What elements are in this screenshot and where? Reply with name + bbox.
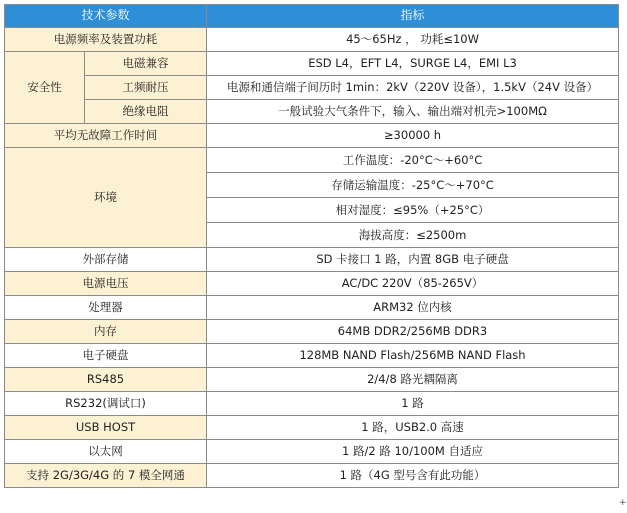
header-spec: 指标 [207,5,619,28]
env-label: 环境 [5,148,207,248]
row-value: 45～65Hz ， 功耗≤10W [207,28,619,52]
voltage-label: 电源电压 [5,272,207,296]
header-row [5,5,619,28]
withstand-value: 电源和通信端子间历时 1min：2kV（220V 设备），1.5kV（24V 设备） [207,76,619,100]
env-item: 相对湿度：≤95%（+25°C） [207,198,619,223]
table-row [5,368,619,392]
table-row [5,296,619,320]
header-param: 技术参数 [5,5,207,28]
table-row [5,320,619,344]
emc-label: 电磁兼容 [85,52,207,76]
emc-value: ESD L4，EFT L4，SURGE L4，EMI L3 [207,52,619,76]
table-row [5,344,619,368]
table-row [5,272,619,296]
insulation-label: 绝缘电阻 [85,100,207,124]
table-row [5,148,619,173]
usb-value: 1 路，USB2.0 高速 [207,416,619,440]
mtbf-label: 平均无故障工作时间 [5,124,207,148]
table-row [5,76,619,100]
mtbf-value: ≥30000 h [207,124,619,148]
env-item: 工作温度：-20°C～+60°C [207,148,619,173]
disk-value: 128MB NAND Flash/256MB NAND Flash [207,344,619,368]
cellular-value: 1 路（4G 型号含有此功能） [207,464,619,488]
safety-label: 安全性 [5,52,85,124]
disk-label: 电子硬盘 [5,344,207,368]
memory-value: 64MB DDR2/256MB DDR3 [207,320,619,344]
insulation-value: 一般试验大气条件下，输入、输出端对机壳>100MΩ [207,100,619,124]
cpu-label: 处理器 [5,296,207,320]
rs232-label: RS232(调试口) [5,392,207,416]
withstand-label: 工频耐压 [85,76,207,100]
storage-value: SD 卡接口 1 路，内置 8GB 电子硬盘 [207,248,619,272]
rs485-label: RS485 [5,368,207,392]
row-label: 电源频率及装置功耗 [5,28,207,52]
spec-table [4,4,619,488]
env-item: 存储运输温度：-25°C～+70°C [207,173,619,198]
voltage-value: AC/DC 220V（85-265V） [207,272,619,296]
ethernet-value: 1 路/2 路 10/100M 自适应 [207,440,619,464]
rs232-value: 1 路 [207,392,619,416]
ethernet-label: 以太网 [5,440,207,464]
corner-mark: + [619,498,627,508]
table-row [5,464,619,488]
table-row [5,392,619,416]
table-row [5,28,619,52]
env-item: 海拔高度：≤2500m [207,223,619,248]
table-row [5,248,619,272]
storage-label: 外部存储 [5,248,207,272]
cpu-value: ARM32 位内核 [207,296,619,320]
table-row [5,124,619,148]
cellular-label: 支持 2G/3G/4G 的 7 模全网通 [5,464,207,488]
table-row [5,416,619,440]
table-row [5,440,619,464]
table-row [5,52,619,76]
rs485-value: 2/4/8 路光耦隔离 [207,368,619,392]
memory-label: 内存 [5,320,207,344]
usb-label: USB HOST [5,416,207,440]
table-row [5,100,619,124]
